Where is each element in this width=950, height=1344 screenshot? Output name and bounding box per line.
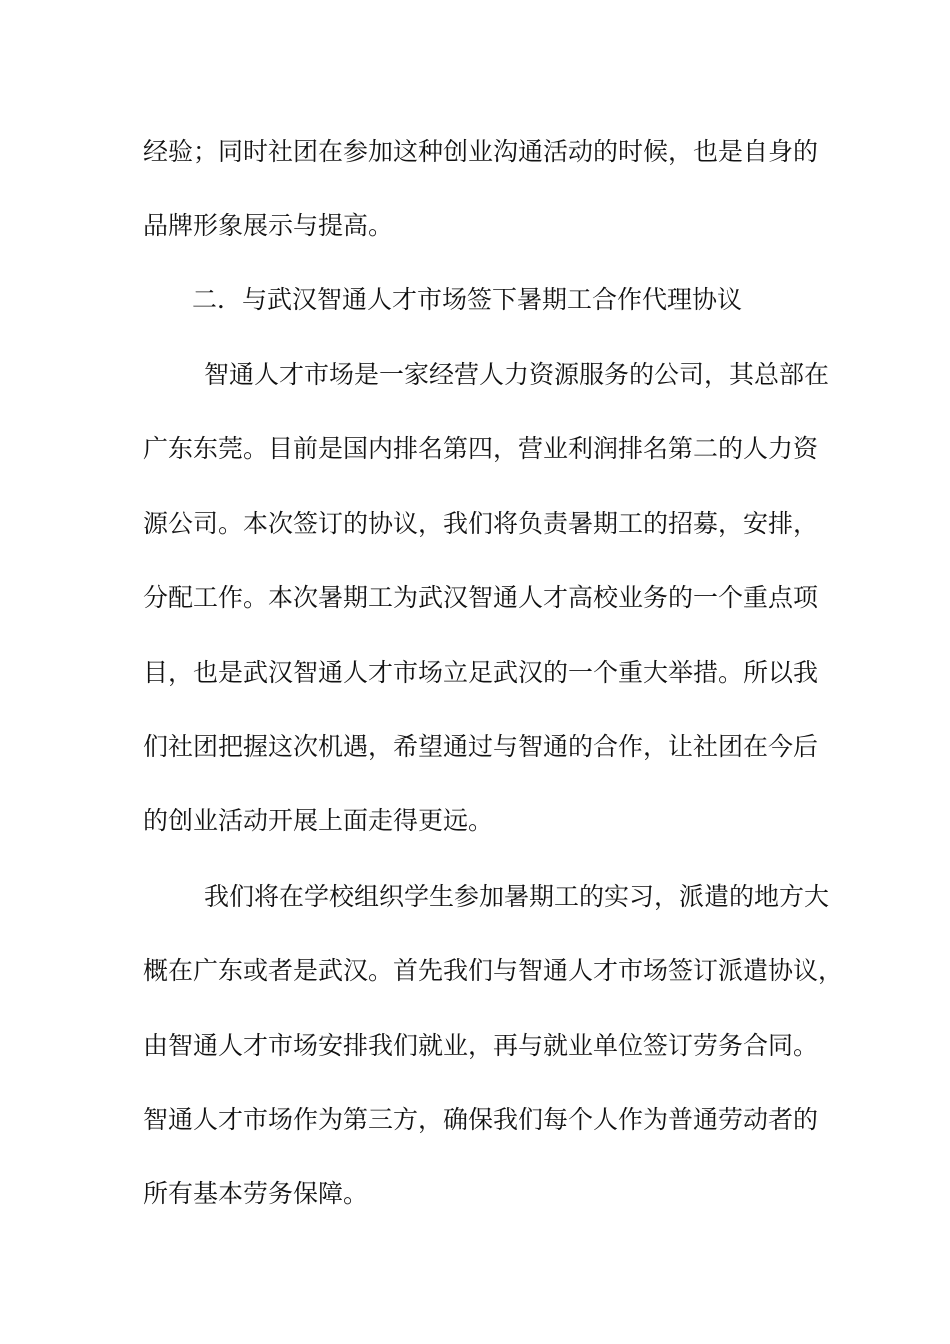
paragraph-line-4: 广东东莞。目前是国内排名第四，营业利润排名第二的人力资: [143, 434, 819, 463]
paragraph-line-3: 智通人才市场是一家经营人力资源服务的公司，其总部在: [204, 360, 830, 389]
paragraph-line-2: 品牌形象展示与提高。: [143, 211, 394, 240]
paragraph-line-7: 目，也是武汉智通人才市场立足武汉的一个重大举措。所以我: [143, 658, 819, 687]
paragraph-line-8: 们社团把握这次机遇，希望通过与智通的合作，让社团在今后: [143, 732, 819, 761]
paragraph-line-12: 由智通人才市场安排我们就业，再与就业单位签订劳务合同。: [143, 1031, 819, 1060]
paragraph-line-13: 智通人才市场作为第三方，确保我们每个人作为普通劳动者的: [143, 1105, 819, 1134]
paragraph-line-5: 源公司。本次签订的协议，我们将负责暑期工的招募，安排，: [143, 509, 819, 538]
paragraph-line-10: 我们将在学校组织学生参加暑期工的实习，派遣的地方大: [204, 882, 830, 911]
section-heading: 二．与武汉智通人才市场签下暑期工合作代理协议: [192, 285, 743, 314]
paragraph-line-6: 分配工作。本次暑期工为武汉智通人才高校业务的一个重点项: [143, 583, 819, 612]
paragraph-line-14: 所有基本劳务保障。: [143, 1179, 369, 1208]
paragraph-line-9: 的创业活动开展上面走得更远。: [143, 806, 494, 835]
paragraph-line-11: 概在广东或者是武汉。首先我们与智通人才市场签订派遣协议，: [143, 956, 844, 985]
paragraph-line-1: 经验；同时社团在参加这种创业沟通活动的时候，也是自身的: [143, 137, 819, 166]
